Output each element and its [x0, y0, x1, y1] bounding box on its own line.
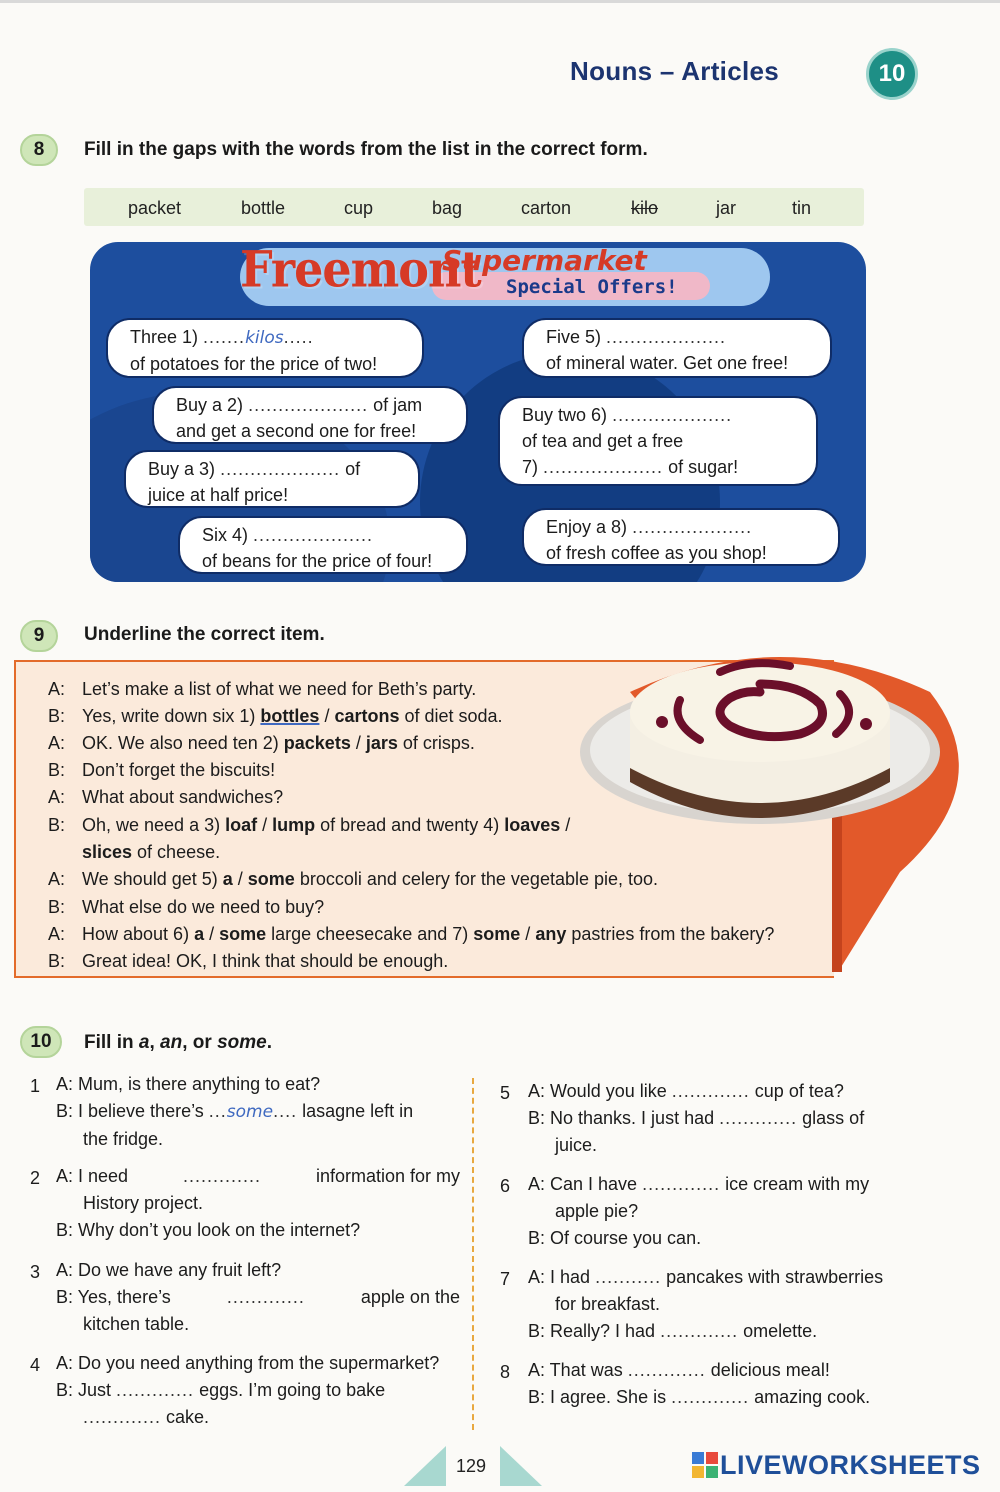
question-4: A: Do you need anything from the supermarket? B: Just ............. eggs. I’m going to bake ............. cake. — [56, 1353, 440, 1427]
answer-blank[interactable]: .................... — [220, 459, 341, 479]
page-tab-left — [404, 1446, 446, 1486]
choice-option[interactable]: jars — [365, 733, 398, 753]
choice-option[interactable]: a — [194, 924, 205, 944]
page-number: 129 — [456, 1456, 487, 1476]
question-3: A: Do we have any fruit left? B: Yes, there’s ............. apple on the kitchen table. — [56, 1260, 460, 1334]
dialogue-line: B: What else do we need to buy? — [48, 897, 325, 917]
choice-option[interactable]: some — [247, 869, 295, 889]
choice-option[interactable]: cartons — [334, 706, 400, 726]
choice-option[interactable]: loaf — [225, 815, 258, 835]
answer-blank[interactable]: ............. — [83, 1407, 162, 1427]
offer-bubble-4: Six 4) .................... of beans for the price of four! — [178, 516, 468, 574]
dialogue-line: B: Don’t forget the biscuits! — [48, 760, 276, 780]
answer-blank[interactable]: .................... — [253, 525, 374, 545]
answer-blank[interactable]: ............. — [660, 1321, 739, 1341]
answer-blank[interactable]: ........... — [595, 1267, 662, 1287]
question-number: 5 — [500, 1083, 511, 1103]
dialogue-line: slices of cheese. — [82, 842, 221, 862]
answer-blank[interactable]: .................... — [543, 457, 664, 477]
supermarket-offers-panel — [90, 242, 866, 582]
dialogue-line: A: OK. We also need ten 2) packets / jars of crisps. — [48, 733, 475, 753]
word-item: cup — [344, 198, 374, 218]
question-number: 1 — [30, 1076, 41, 1096]
cheesecake-image — [570, 632, 990, 972]
question-8: A: That was ............. delicious meal! B: I agree. She is ............. amazing cook. — [528, 1360, 871, 1407]
offer-bubble-8: Enjoy a 8) .................... of fresh coffee as you shop! — [522, 508, 840, 566]
exercise-9-instruction: Underline the correct item. — [84, 624, 325, 645]
liveworksheets-brand: LIVEWORKSHEETS — [720, 1450, 981, 1480]
exercise-10-number: 10 — [20, 1026, 62, 1058]
answer-blank[interactable]: .................... — [632, 517, 753, 537]
question-number: 7 — [500, 1269, 511, 1289]
dialogue-line: B: Oh, we need a 3) loaf / lump of bread and twenty 4) loaves / — [48, 815, 571, 835]
answer-blank[interactable]: ............. — [671, 1081, 750, 1101]
choice-option[interactable]: lump — [272, 815, 316, 835]
word-item: tin — [792, 198, 812, 218]
question-7: A: I had ........... pancakes with strawberries for breakfast. B: Really? I had ............. omelette. — [528, 1267, 884, 1341]
answer-blank[interactable]: ............. — [642, 1174, 721, 1194]
word-item: carton — [521, 198, 572, 218]
choice-option-selected[interactable]: bottles — [260, 706, 320, 726]
offer-bubble-2: Buy a 2) .................... of jam and get a second one for free! — [152, 386, 468, 444]
exercise-8-number: 8 — [20, 134, 58, 166]
choice-option[interactable]: loaves — [504, 815, 561, 835]
answer-blank[interactable]: .................... — [612, 405, 733, 425]
choice-option[interactable]: some — [219, 924, 267, 944]
question-number: 2 — [30, 1168, 41, 1188]
dialogue-line: A: We should get 5) a / some broccoli and celery for the vegetable pie, too. — [48, 869, 659, 889]
offer-bubble-6-7: Buy two 6) .................... of tea and get a free 7) .................... of sugar! — [498, 396, 818, 486]
dialogue-line: A: What about sandwiches? — [48, 787, 284, 807]
special-offers-text: Special Offers! — [506, 276, 678, 298]
answer-blank[interactable]: ............. — [226, 1287, 305, 1307]
dialogue-line: B: Great idea! OK, I think that should be enough. — [48, 951, 449, 971]
answer-blank[interactable]: ............. — [671, 1387, 750, 1407]
answer-blank[interactable]: ............. — [116, 1380, 195, 1400]
exercise-10-instruction: Fill in a, an, or some. — [84, 1032, 272, 1053]
offer-bubble-3: Buy a 3) .................... of juice at half price! — [124, 450, 420, 508]
word-item-crossed: kilo — [631, 198, 659, 218]
word-item: jar — [716, 198, 737, 218]
exercise-9-number: 9 — [20, 620, 58, 652]
choice-option[interactable]: packets — [283, 733, 351, 753]
choice-option[interactable]: a — [222, 869, 233, 889]
question-number: 8 — [500, 1362, 511, 1382]
question-number: 6 — [500, 1176, 511, 1196]
brand-logo-text: Freemont — [240, 242, 481, 299]
question-number: 3 — [30, 1262, 41, 1282]
answer-blank[interactable]: ............. — [719, 1108, 798, 1128]
word-list — [84, 188, 864, 226]
liveworksheets-logo-icon — [692, 1452, 718, 1478]
dialogue-line: A: How about 6) a / some large cheesecake and 7) some / any pastries from the bakery? — [48, 924, 775, 944]
answer-blank[interactable]: .................... — [606, 327, 727, 347]
offer-bubble-5: Five 5) .................... of mineral water. Get one free! — [522, 318, 832, 378]
word-item: bottle — [241, 198, 286, 218]
question-5: A: Would you like ............. cup of tea? B: No thanks. I just had ............. glass of juice. — [528, 1081, 865, 1155]
page-title: Nouns – Articles — [570, 56, 780, 86]
unit-number-badge: 10 — [866, 48, 918, 100]
word-item: bag — [432, 198, 463, 218]
answer-handwritten[interactable]: some — [226, 1102, 274, 1122]
word-item: packet — [128, 198, 182, 218]
column-divider — [472, 1078, 474, 1430]
dialogue-line: B: Yes, write down six 1) bottles / cartons of diet soda. — [48, 706, 503, 726]
question-6: A: Can I have ............. ice cream with my apple pie? B: Of course you can. — [528, 1174, 870, 1248]
dialogue-line: A: Let’s make a list of what we need for Beth’s party. — [48, 679, 477, 699]
answer-blank[interactable]: ............. — [183, 1166, 262, 1186]
page-tab-right — [500, 1446, 542, 1486]
choice-option[interactable]: any — [535, 924, 567, 944]
question-number: 4 — [30, 1355, 41, 1375]
brand-sub-text: Supermarket — [442, 244, 647, 277]
choice-option[interactable]: some — [473, 924, 521, 944]
exercise-8-instruction: Fill in the gaps with the words from the list in the correct form. — [84, 139, 648, 160]
answer-handwritten[interactable]: kilos — [245, 328, 284, 348]
choice-option[interactable]: slices — [82, 842, 133, 862]
question-2: A: I need ............. information for my History project. B: Why don’t you look on the internet? — [56, 1163, 460, 1244]
answer-blank[interactable]: .................... — [248, 395, 369, 415]
offer-bubble-1: Three 1) .......kilos..... of potatoes for the price of two! — [106, 318, 424, 378]
top-border — [0, 0, 1000, 3]
question-1: A: Mum, is there anything to eat? B: I believe there’s ...some.... lasagne left in the fridge. — [56, 1074, 414, 1149]
answer-blank[interactable]: ............. — [627, 1360, 706, 1380]
